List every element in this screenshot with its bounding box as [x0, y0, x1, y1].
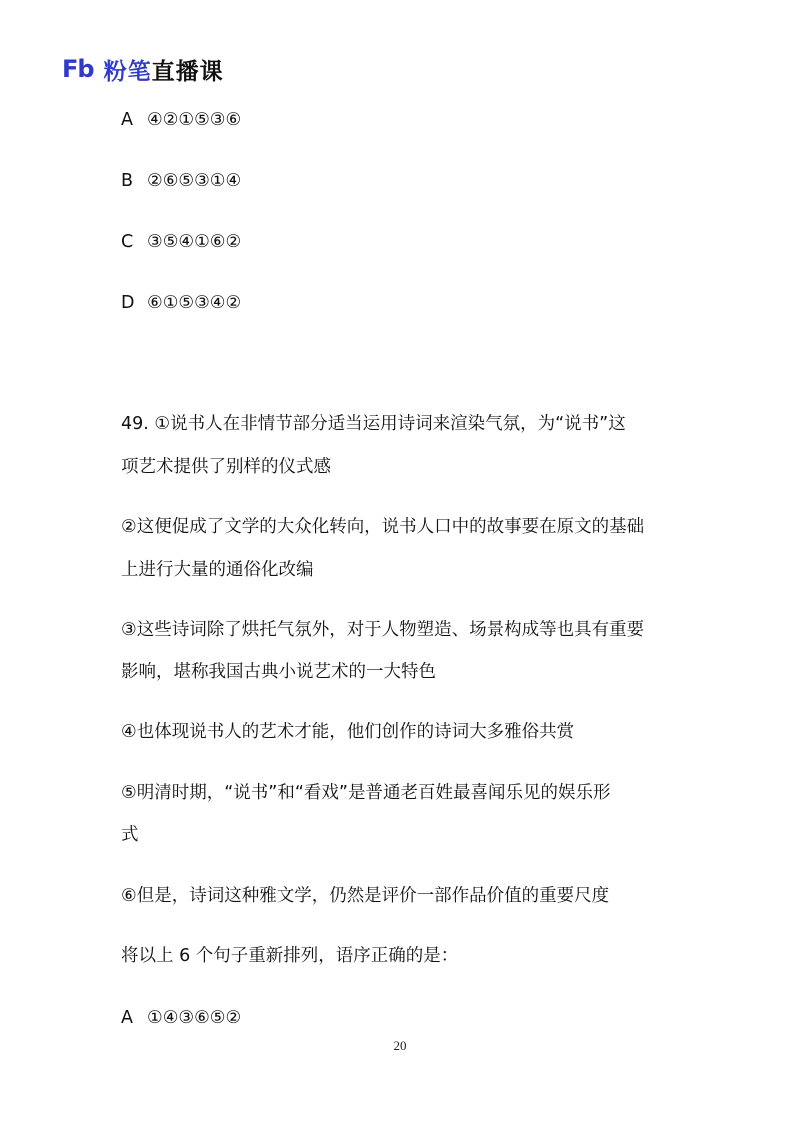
fb-logo-icon — [62, 55, 94, 83]
question-line: ③这些诗词除了烘托气氛外，对于人物塑造、场景构成等也具有重要 — [121, 620, 645, 640]
question-line: ⑤明清时期，“说书”和“看戏”是普通老百姓最喜闻乐见的娱乐形 — [121, 783, 611, 803]
option-text: ②⑥⑤③①④ — [147, 171, 242, 191]
option-a-prev — [121, 108, 241, 132]
option-letter: A — [121, 110, 133, 130]
question-line: ④也体现说书人的艺术才能，他们创作的诗词大多雅俗共赏 — [121, 722, 575, 742]
logo-brand-text: 粉笔 — [103, 58, 152, 85]
option-text: ③⑤④①⑥② — [147, 232, 242, 252]
option-b-prev — [121, 169, 241, 193]
option-letter: B — [121, 171, 134, 191]
option-letter: D — [121, 293, 135, 313]
brand-logo — [62, 52, 224, 86]
option-text: ④②①⑤③⑥ — [147, 110, 242, 130]
option-letter: A — [121, 1008, 133, 1028]
option-text: ①④③⑥⑤② — [147, 1008, 242, 1028]
question-line: 式 — [121, 825, 139, 845]
question-line: 上进行大量的通俗化改编 — [121, 560, 314, 580]
option-letter: C — [121, 232, 134, 252]
question-prompt: 将以上 6 个句子重新排列，语序正确的是： — [121, 946, 459, 966]
question-line: ②这便促成了文学的大众化转向，说书人口中的故事要在原文的基础 — [121, 517, 645, 537]
option-d-prev — [121, 291, 241, 315]
page-number: 20 — [393, 1038, 407, 1053]
question-line: 影响，堪称我国古典小说艺术的一大特色 — [121, 662, 436, 682]
logo-sub-text: 直播课 — [151, 58, 224, 85]
question-line: ⑥但是，诗词这种雅文学，仍然是评价一部作品价值的重要尺度 — [121, 886, 610, 906]
option-text: ⑥①⑤③④② — [147, 293, 242, 313]
question-line: 49. ①说书人在非情节部分适当运用诗词来渲染气氛，为“说书”这 — [121, 414, 626, 434]
question-line: 项艺术提供了别样的仪式感 — [121, 457, 331, 477]
option-a-next — [121, 1006, 241, 1030]
option-c-prev — [121, 230, 241, 254]
logo-mark-text: Fb — [62, 55, 94, 83]
